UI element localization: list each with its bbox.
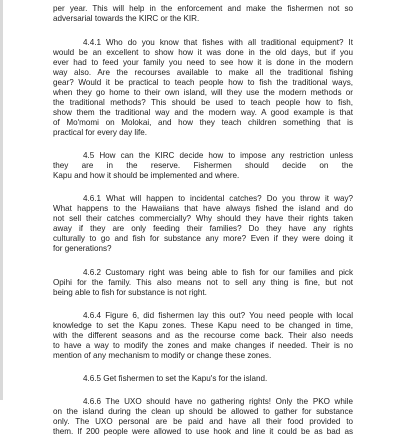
text-line: when they go home to their own island, will they use the modern methods or bbox=[53, 88, 353, 97]
text-line: gear? Would it be practical to teach people how to fish the traditional ways, bbox=[53, 78, 353, 87]
text-line: ever had to feed your family you need to see how it is done in the modern bbox=[53, 58, 353, 67]
text-line: knowledge to set the Kapu zones. These Kapu need to be changed in time, bbox=[53, 321, 353, 330]
text-line: away if they are only feeding their families? Do they have any rights bbox=[53, 224, 353, 233]
text-line: would be an excellent to show how it was done in the old days, but if you bbox=[53, 48, 353, 57]
text-line: only. The UXO personal are be paid and have all their food provided to bbox=[53, 417, 353, 426]
text-line: them. If 200 people were allowed to use hook and line it could be as bad as bbox=[53, 427, 353, 436]
text-line: What happens to the Hawaiians that have always fished the island and do bbox=[53, 204, 353, 213]
text-line: on the island during the clean up should be allowed to gather for substance bbox=[53, 407, 353, 416]
text-line: for generations? bbox=[53, 244, 112, 253]
text-line: of Mo'momi on Molokai, and how they teach children something that is bbox=[53, 118, 353, 127]
text-line: not sell their catches commercially? Why should they have their rights taken bbox=[53, 214, 353, 223]
text-line: 4.6.1 What will happen to incidental catches? Do you throw it way? bbox=[83, 194, 353, 203]
text-line: per year. This will help in the enforcement and make the fishermen not so bbox=[53, 4, 353, 13]
text-line: 4.5 How can the KIRC decide how to impose any restriction unless bbox=[83, 151, 353, 160]
text-line: Opihi for the family. This also means not to sell any thing is fine, but not bbox=[53, 278, 353, 287]
text-line: 4.6.5 Get fishermen to set the Kapu's for the island. bbox=[83, 374, 268, 383]
text-line: 4.4.1 Who do you know that fishes with all traditional equipment? It bbox=[83, 38, 353, 47]
text-line: 4.6.2 Customary right was being able to fish for our families and pick bbox=[83, 268, 353, 277]
text-line: with the different seasons and as the recourse come back. Their also needs bbox=[53, 331, 353, 340]
text-line: they are in the reserve. Fishermen should decide on the bbox=[53, 161, 353, 170]
text-line: 4.6.4 Figure 6, did fishermen lay this out? You need people with local bbox=[83, 311, 353, 320]
text-line: being able to fish for substance is not right. bbox=[53, 288, 207, 297]
text-line: adversarial towards the KIRC or the KIR. bbox=[53, 14, 200, 23]
text-line: practical for every day life. bbox=[53, 128, 148, 137]
text-line: to have a way to modify the zones and make changes if needed. Their is no bbox=[53, 341, 353, 350]
text-line: mention of any mechanism to modify or change these zones. bbox=[53, 351, 272, 360]
text-line: culturally to go and fish for substance any more? Even if they were doing it bbox=[53, 234, 353, 243]
text-line: 4.6.6 The UXO should have no gathering rights! Only the PKO while bbox=[83, 397, 353, 406]
text-line: the traditional methods? This should be used to teach people how to fish, bbox=[53, 98, 353, 107]
text-line: Kapu and how it should be implemented and where. bbox=[53, 171, 240, 180]
text-line: show them the traditional way and the modern way. A good example is that bbox=[53, 108, 353, 117]
text-line: way also. Are the recourses available to make all the traditional fishing bbox=[53, 68, 353, 77]
scan-edge bbox=[0, 0, 3, 400]
